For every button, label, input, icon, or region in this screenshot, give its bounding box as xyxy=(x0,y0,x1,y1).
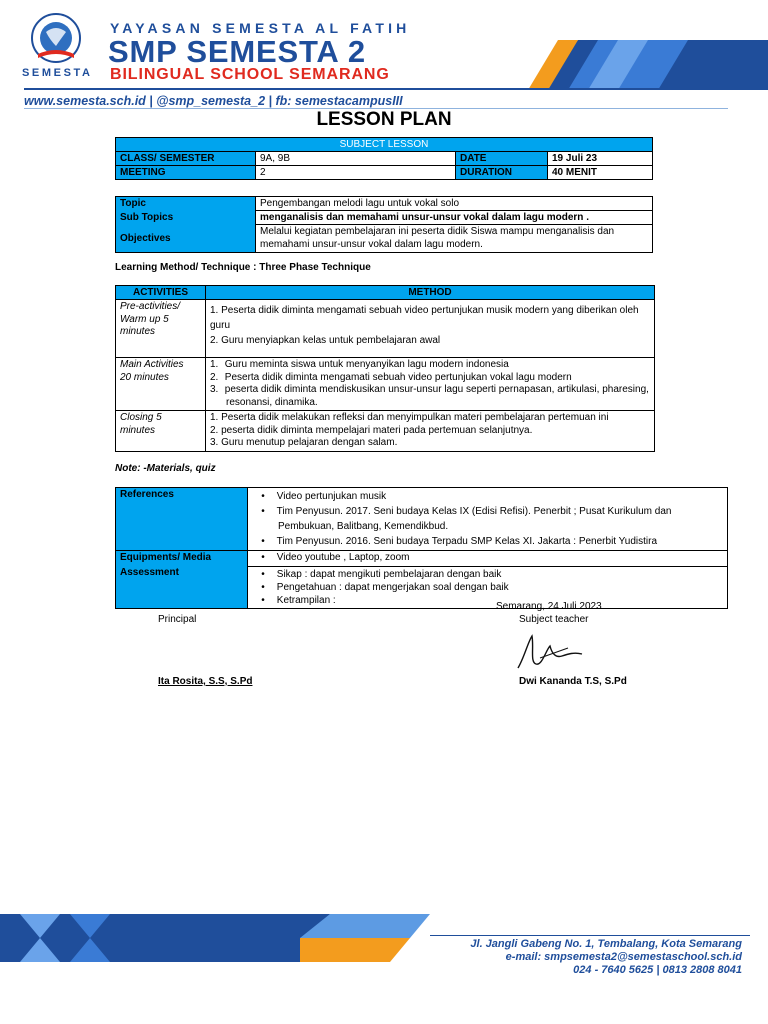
page-title: LESSON PLAN xyxy=(316,109,452,130)
topic-value: Pengembangan melodi lagu untuk vokal solo xyxy=(256,197,653,211)
teacher-label: Subject teacher xyxy=(519,614,589,625)
method-line: 3. Guru menutup pelajaran dengan salam. xyxy=(210,437,398,448)
class-value: 9A, 9B xyxy=(256,152,456,166)
method-line: guru xyxy=(210,320,231,331)
method-line: Guru meminta siswa untuk menyanyikan lagu modern indonesia xyxy=(224,359,509,370)
method-line: peserta didik diminta mendiskusikan unsur-unsur lagu seperti pernapasan, artikulasi, pharesing, xyxy=(224,384,649,395)
method-line: 1. Peserta didik diminta mengamati sebuah video pertunjukan musik modern yang diberikan oleh xyxy=(210,305,639,316)
objectives-value xyxy=(256,225,653,253)
references-label: References xyxy=(116,488,248,551)
label-line: Closing 5 xyxy=(120,412,162,423)
footer-address: Jl. Jangli Gabeng No. 1, Tembalang, Kota Semarang xyxy=(470,938,742,950)
date-value: 19 Juli 23 xyxy=(548,152,653,166)
assessment-list xyxy=(248,566,728,608)
place-date: Semarang, 24 Juli 2023 xyxy=(496,601,602,612)
method-line: 2. peserta didik diminta mempelajari materi pada pertemuan selanjutnya. xyxy=(210,424,533,436)
label-line: Warm up 5 xyxy=(120,313,169,325)
label-line: minutes xyxy=(120,424,156,436)
reference-item: Tim Penyusun. 2016. Seni budaya Terpadu SMP Kelas XI. Jakarta : Penerbit Yudistira xyxy=(276,536,658,547)
school-subtitle: BILINGUAL SCHOOL SEMARANG xyxy=(110,66,390,83)
equipment-label: Equipments/ Media xyxy=(116,551,248,567)
reference-item: Video pertunjukan musik xyxy=(276,491,387,502)
bullet-icon: • xyxy=(261,506,265,517)
subject-lesson-header: SUBJECT LESSON xyxy=(116,138,653,152)
school-name: SMP SEMESTA 2 xyxy=(108,34,366,69)
bullet-icon: • xyxy=(261,552,265,563)
footer-phone: 024 - 7640 5625 | 0813 2808 8041 xyxy=(573,964,742,976)
meeting-value: 2 xyxy=(256,166,456,180)
method-line: 1. Peserta didik melakukan refleksi dan menyimpulkan materi pembelajaran pertemuan ini xyxy=(210,412,609,423)
class-label: CLASS/ SEMESTER xyxy=(116,152,256,166)
footer-chevron-banner xyxy=(0,914,430,962)
subject-lesson-table xyxy=(115,137,653,180)
bullet-icon: • xyxy=(261,568,265,580)
topic-label: Topic xyxy=(116,197,256,211)
duration-value: 40 MENIT xyxy=(548,166,653,180)
subtopics-value: menganalisis dan memahami unsur-unsur vokal dalam lagu modern . xyxy=(256,211,653,225)
footer-email: e-mail: smpsemesta2@semestaschool.sch.id xyxy=(505,951,742,963)
activities-header: ACTIVITIES xyxy=(116,286,206,300)
method-header: METHOD xyxy=(206,286,655,300)
assessment-item: Ketrampilan : xyxy=(276,594,336,606)
foundation-name: YAYASAN SEMESTA AL FATIH xyxy=(110,20,411,36)
bullet-icon: • xyxy=(261,491,265,502)
bullet-icon: • xyxy=(261,536,265,547)
closing-label xyxy=(116,411,206,452)
activities-table xyxy=(115,285,655,452)
reference-item: Tim Penyusun. 2017. Seni budaya Kelas IX (Edisi Refisi). Penerbit ; Pusat Kurikulum dan xyxy=(276,506,672,517)
label-line: Main Activities xyxy=(120,359,184,370)
assessment-label: Assessment xyxy=(116,566,248,608)
label-line: minutes xyxy=(120,326,156,337)
logo-text: SEMESTA xyxy=(22,67,93,79)
objectives-line: memahami unsur-unsur vokal dalam lagu modern. xyxy=(260,238,483,250)
closing-method xyxy=(206,411,655,452)
bullet-icon: • xyxy=(261,581,265,593)
item-number: 2. xyxy=(210,371,219,383)
equipment-list xyxy=(248,551,728,567)
header-rule xyxy=(24,88,728,90)
label-line: Pre-activities/ xyxy=(120,301,181,312)
date-label: DATE xyxy=(456,152,548,166)
learning-method: Learning Method/ Technique : Three Phase Technique xyxy=(115,262,371,273)
footer-rule xyxy=(430,935,750,936)
main-activities-label xyxy=(116,358,206,411)
label-line: 20 minutes xyxy=(120,371,169,383)
meeting-label: MEETING xyxy=(116,166,256,180)
assessment-item: Pengetahuan : dapat mengerjakan soal dengan baik xyxy=(276,581,509,593)
header-chevron-banner xyxy=(438,40,768,90)
method-line: Peserta didik diminta mengamati sebuah video pertunjukan vokal lagu modern xyxy=(224,371,572,383)
school-logo xyxy=(16,10,100,82)
objectives-line: Melalui kegiatan pembelajaran ini peserta didik Siswa mampu menganalisis dan xyxy=(260,226,615,237)
web-links: www.semesta.sch.id | @smp_semesta_2 | fb: semestacampusIII xyxy=(24,94,403,108)
bullet-icon: • xyxy=(261,594,265,606)
main-activities-method xyxy=(206,358,655,411)
references-list xyxy=(248,488,728,551)
method-line: 2. Guru menyiapkan kelas untuk pembelajaran awal xyxy=(210,335,441,346)
subtopics-label: Sub Topics xyxy=(116,211,256,225)
principal-name: Ita Rosita, S.S, S.Pd xyxy=(158,676,253,687)
method-line: resonansi, dinamika. xyxy=(226,396,318,408)
references-table xyxy=(115,487,728,609)
pre-activities-label xyxy=(116,300,206,358)
pre-activities-method xyxy=(206,300,655,358)
item-number: 3. xyxy=(210,384,219,395)
note: Note: -Materials, quiz xyxy=(115,463,216,474)
objectives-label: Objectives xyxy=(116,225,256,253)
item-number: 1. xyxy=(210,359,219,370)
principal-label: Principal xyxy=(158,614,197,625)
reference-item: Pembukuan, Balitbang, Kemendikbud. xyxy=(278,521,449,532)
equipment-item: Video youtube , Laptop, zoom xyxy=(276,552,410,563)
teacher-signature xyxy=(510,628,590,676)
assessment-item: Sikap : dapat mengikuti pembelajaran dengan baik xyxy=(276,568,502,580)
duration-label: DURATION xyxy=(456,166,548,180)
topic-table xyxy=(115,196,653,253)
teacher-name: Dwi Kananda T.S, S.Pd xyxy=(519,676,627,687)
